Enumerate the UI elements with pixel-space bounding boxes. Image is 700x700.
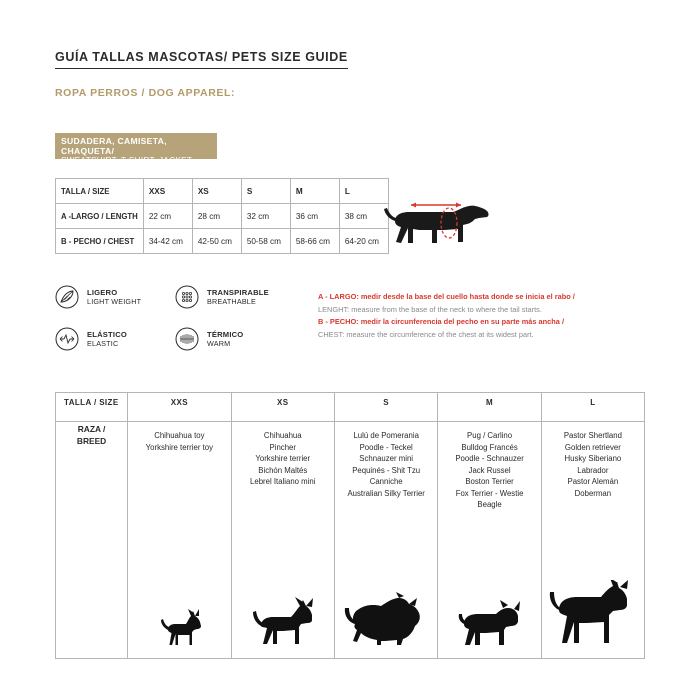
feature-label-en: ELASTIC	[87, 339, 119, 348]
breed-cell-m	[438, 422, 541, 659]
measure-a-label: A - LARGO: medir desde la base del cuello hasta donde se inicia el rabo /	[318, 292, 575, 301]
breed-name: Schnauzer mini	[359, 454, 414, 463]
doberman-silhouette	[542, 580, 644, 652]
size-table-cell: 58-66 cm	[290, 229, 339, 254]
breed-name: Canniche	[369, 477, 403, 486]
thermal-icon	[175, 327, 199, 351]
section-tag-line2: SWEATSHIRT, T-SHIRT, JACKET	[61, 156, 193, 165]
breed-names-s	[339, 430, 433, 499]
breed-name: Pug / Carlino	[467, 431, 513, 440]
breed-cell-xxs	[128, 422, 231, 659]
breed-name: Lebrel Italiano mini	[250, 477, 316, 486]
breed-name: Fox Terrier - Westie	[455, 488, 524, 498]
section-tag-line1: SUDADERA, CAMISETA, CHAQUETA/	[61, 136, 167, 156]
measure-a-sub: LENGHT: measure from the base of the neck to where the tail starts.	[318, 304, 542, 314]
breed-names-m	[442, 430, 536, 511]
breed-name: Labrador	[577, 465, 609, 475]
feature-label-en: LIGHT WEIGHT	[87, 297, 142, 306]
feature-label-en: BREATHABLE	[207, 297, 256, 306]
breed-name: Pincher	[269, 442, 296, 452]
breed-name: Poodle - Teckel	[359, 442, 413, 452]
feature-label-es: ELÁSTICO	[87, 330, 127, 339]
measure-b-label: B - PECHO: medir la circunferencia del pecho en su parte más ancha /	[318, 317, 565, 326]
feature-row	[55, 285, 335, 309]
breed-header-s: S	[334, 393, 437, 422]
breed-names-xs	[236, 430, 330, 488]
breed-names-xxs	[132, 430, 226, 453]
breed-header-size: TALLA / SIZE	[56, 393, 128, 422]
small-terrier-silhouette	[232, 592, 334, 652]
feature-breathable	[175, 285, 295, 309]
size-table-header-cell: L	[339, 179, 388, 204]
breed-name: Yorkshire terrier toy	[145, 442, 213, 452]
size-table-header-cell: XXS	[143, 179, 192, 204]
breed-name: Boston Terrier	[465, 477, 514, 486]
size-table-row-label: B - PECHO / CHEST	[56, 229, 144, 254]
size-table	[55, 178, 389, 254]
size-table-header-row	[56, 179, 389, 204]
page-subtitle: ROPA PERROS / DOG APPAREL:	[55, 87, 236, 99]
feature-text	[207, 330, 243, 348]
breed-name: Yorkshire terrier	[255, 454, 311, 463]
chihuahua-silhouette	[128, 604, 230, 652]
breed-cell-l	[541, 422, 644, 659]
size-table-header-cell: S	[241, 179, 290, 204]
section-tag	[55, 133, 217, 165]
breed-name: Lulú de Pomerania	[353, 431, 419, 440]
feature-label-es: TÉRMICO	[207, 330, 244, 339]
breed-header-xs: XS	[231, 393, 334, 422]
bulldog-silhouette	[438, 596, 540, 652]
breed-table	[55, 392, 645, 659]
size-table-header-cell: XS	[192, 179, 241, 204]
feature-label-es: LIGERO	[87, 288, 118, 297]
pomeranian-silhouette	[335, 592, 437, 652]
breed-name: Bichón Maltés	[258, 465, 308, 475]
breed-header-xxs: XXS	[128, 393, 231, 422]
size-table-cell: 38 cm	[339, 204, 388, 229]
feature-label-es: TRANSPIRABLE	[207, 288, 269, 297]
breed-name: Bulldog Francés	[461, 442, 518, 452]
breed-table-row	[56, 422, 645, 659]
breed-cell-xs	[231, 422, 334, 659]
breed-name: Beagle	[477, 500, 502, 509]
size-table-cell: 50-58 cm	[241, 229, 290, 254]
breed-row-label-line1: RAZA /	[77, 424, 106, 434]
size-table-row-label: A -LARGO / LENGTH	[56, 204, 144, 229]
size-table-cell: 32 cm	[241, 204, 290, 229]
breed-name: Chihuahua toy	[154, 431, 205, 440]
measurement-instructions	[318, 292, 648, 342]
breed-row-label	[56, 422, 128, 659]
breed-name: Golden retriever	[564, 442, 621, 452]
breed-name: Pastor Alemán	[567, 477, 619, 486]
breed-name: Husky Siberiano	[564, 454, 622, 463]
breed-row-label-line2: BREED	[76, 436, 107, 446]
breed-header-l: L	[541, 393, 644, 422]
breed-name: Doberman	[574, 488, 612, 498]
size-table-cell: 64-20 cm	[339, 229, 388, 254]
size-table-cell: 36 cm	[290, 204, 339, 229]
breed-name: Pequinés - Shit Tzu	[352, 465, 421, 475]
breed-name: Pastor Shertland	[563, 431, 622, 440]
elastic-icon	[55, 327, 79, 351]
feature-row	[55, 327, 335, 351]
feature-label-en: WARM	[207, 339, 231, 348]
breed-name: Poodle - Schnauzer	[455, 454, 524, 463]
size-table-cell: 22 cm	[143, 204, 192, 229]
breed-header-m: M	[438, 393, 541, 422]
breed-table-header-row	[56, 393, 645, 422]
size-table-cell: 34-42 cm	[143, 229, 192, 254]
breed-name: Jack Russel	[468, 465, 511, 475]
size-table-row-chest	[56, 229, 389, 254]
feature-light-weight	[55, 285, 175, 309]
feature-warm	[175, 327, 295, 351]
feature-text	[87, 288, 141, 306]
dog-measurement-illustration	[375, 185, 505, 265]
feature-text	[87, 330, 127, 348]
feature-list	[55, 285, 335, 369]
size-table-cell: 28 cm	[192, 204, 241, 229]
feature-text	[207, 288, 269, 306]
breathable-icon	[175, 285, 199, 309]
feature-elastic	[55, 327, 175, 351]
breed-name: Chihuahua	[263, 431, 302, 440]
feather-icon	[55, 285, 79, 309]
page-title: GUÍA TALLAS MASCOTAS/ PETS SIZE GUIDE	[55, 50, 348, 69]
measure-b-sub: CHEST: measure the circumference of the chest at its widest part.	[318, 329, 534, 339]
breed-names-l	[546, 430, 640, 499]
breed-cell-s	[334, 422, 437, 659]
breed-name: Australian Silky Terrier	[347, 488, 425, 498]
size-table-row-length	[56, 204, 389, 229]
size-table-cell: 42-50 cm	[192, 229, 241, 254]
size-table-header-cell: M	[290, 179, 339, 204]
size-table-header-cell: TALLA / SIZE	[56, 179, 144, 204]
